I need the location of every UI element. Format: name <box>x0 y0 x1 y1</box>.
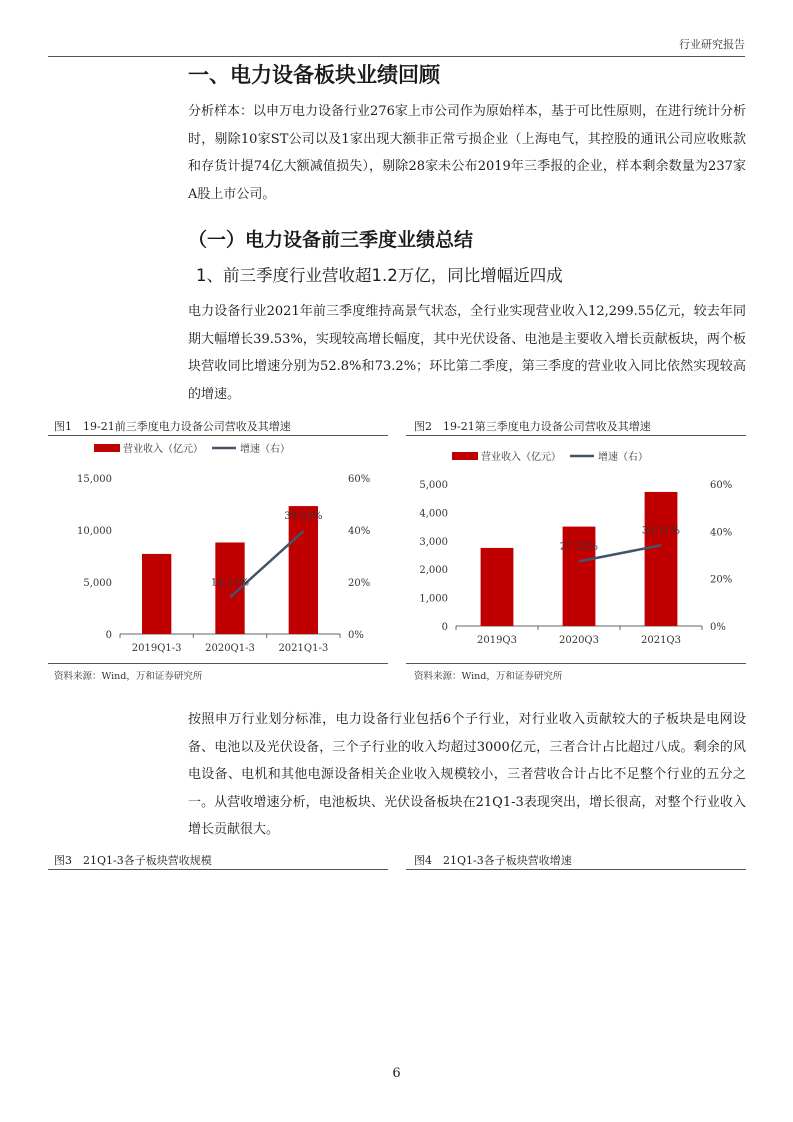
page-number: 6 <box>392 1066 401 1081</box>
x-tick-label: 2019Q1-3 <box>131 643 182 654</box>
bar <box>142 554 171 634</box>
y2-tick-label: 60% <box>348 474 371 485</box>
y-tick-label: 10,000 <box>77 526 112 537</box>
y-tick-label: 5,000 <box>83 578 112 589</box>
fig2-chart <box>406 436 746 662</box>
y-tick-label: 1,000 <box>419 593 448 605</box>
header-report-type: 行业研究报告 <box>679 38 745 51</box>
legend-line-label: 增速（右） <box>240 444 290 455</box>
legend-bar-swatch <box>94 444 120 452</box>
x-tick-label: 2021Q1-3 <box>278 643 329 654</box>
legend-bar-label: 营业收入（亿元） <box>481 452 561 463</box>
fig4-top-rule <box>406 869 746 870</box>
fig1-title: 图1 19-21前三季度电力设备公司营收及其增速 <box>54 420 291 433</box>
fig2-bottom-rule <box>406 663 746 664</box>
y2-tick-label: 20% <box>710 574 733 586</box>
y2-tick-label: 60% <box>710 480 733 491</box>
growth-data-label: 39.53% <box>284 511 323 523</box>
fig1-chart <box>48 436 388 662</box>
y-tick-label: 3,000 <box>419 536 448 548</box>
x-tick-label: 2019Q3 <box>476 635 518 646</box>
y-tick-label: 2,000 <box>419 565 448 577</box>
x-tick-label: 2020Q1-3 <box>205 643 255 654</box>
section-title: 一、电力设备板块业绩回顾 <box>188 63 440 87</box>
revenue-paragraph: 电力设备行业2021年前三季度维持高景气状态，全行业实现营业收入12,299.55亿元，较去年同期大幅增长39.53%，实现较高增长幅度，其中光伏设备、电池是主要收入增长贡献板块，两个板块营收同比增速分别为52.8%和73.2%；环比第二季度，第三季度的营业收入同比依然实现较高的增速。 <box>188 304 746 402</box>
fig1-source: 资料来源：Wind，万和证券研究所 <box>54 671 203 682</box>
sample-paragraph: 分析样本：以申万电力设备行业276家上市公司作为原始样本，基于可比性原则，在进行统计分析时，剔除10家ST公司以及1家出现大额非正常亏损企业（上海电气，其控股的通讯公司应收账款和存货计提74亿大额减值损失），剔除28家未公布2019年三季报的企业，样本剩余数量为237家A股上市公司。 <box>188 104 746 202</box>
x-tick-label: 2021Q3 <box>640 635 682 646</box>
y-tick-label: 4,000 <box>419 508 448 520</box>
fig2-source: 资料来源：Wind，万和证券研究所 <box>414 671 563 682</box>
segment-paragraph: 按照申万行业划分标准，电力设备行业包括6个子行业，对行业收入贡献较大的子板块是电网设备、电池以及光伏设备，三个子行业的收入均超过3000亿元，三者合计占比超过八成。剩余的风电设备、电机和其他电源设备相关企业收入规模较小，三者营收合计占比不足整个行业的五分之一。从营收增速分析，电池板块、光伏设备板块在21Q1-3表现突出，增长很高，对整个行业收入增长贡献很大。 <box>188 712 746 837</box>
y-tick-label: 5,000 <box>419 480 448 491</box>
y-tick-label: 0 <box>441 622 448 633</box>
y-tick-label: 15,000 <box>77 474 112 485</box>
y2-tick-label: 40% <box>348 526 371 537</box>
header-rule <box>48 56 745 57</box>
fig1-bottom-rule <box>48 663 388 664</box>
legend-bar-label: 营业收入（亿元） <box>123 444 203 455</box>
fig4-title: 图4 21Q1-3各子板块营收增速 <box>414 854 572 867</box>
bar <box>481 548 514 626</box>
growth-data-label: 27.32% <box>559 541 599 553</box>
y-tick-label: 0 <box>105 630 112 641</box>
y2-tick-label: 0% <box>348 630 364 641</box>
legend-bar-swatch <box>452 452 478 460</box>
x-tick-label: 2020Q3 <box>558 635 600 646</box>
y2-tick-label: 20% <box>348 578 371 589</box>
legend-line-label: 增速（右） <box>598 452 648 463</box>
bar <box>289 506 318 634</box>
fig3-top-rule <box>48 869 388 870</box>
growth-data-label: 14.11% <box>210 577 250 589</box>
bar <box>645 492 678 626</box>
y2-tick-label: 0% <box>710 622 726 633</box>
y2-tick-label: 40% <box>710 527 733 539</box>
subsection-title: （一）电力设备前三季度业绩总结 <box>188 229 474 251</box>
subsubsection-title: 1、前三季度行业营收超1.2万亿，同比增幅近四成 <box>196 266 563 285</box>
fig2-title: 图2 19-21第三季度电力设备公司营收及其增速 <box>414 420 651 433</box>
growth-data-label: 34.11% <box>641 525 681 537</box>
fig3-title: 图3 21Q1-3各子板块营收规模 <box>54 854 212 867</box>
